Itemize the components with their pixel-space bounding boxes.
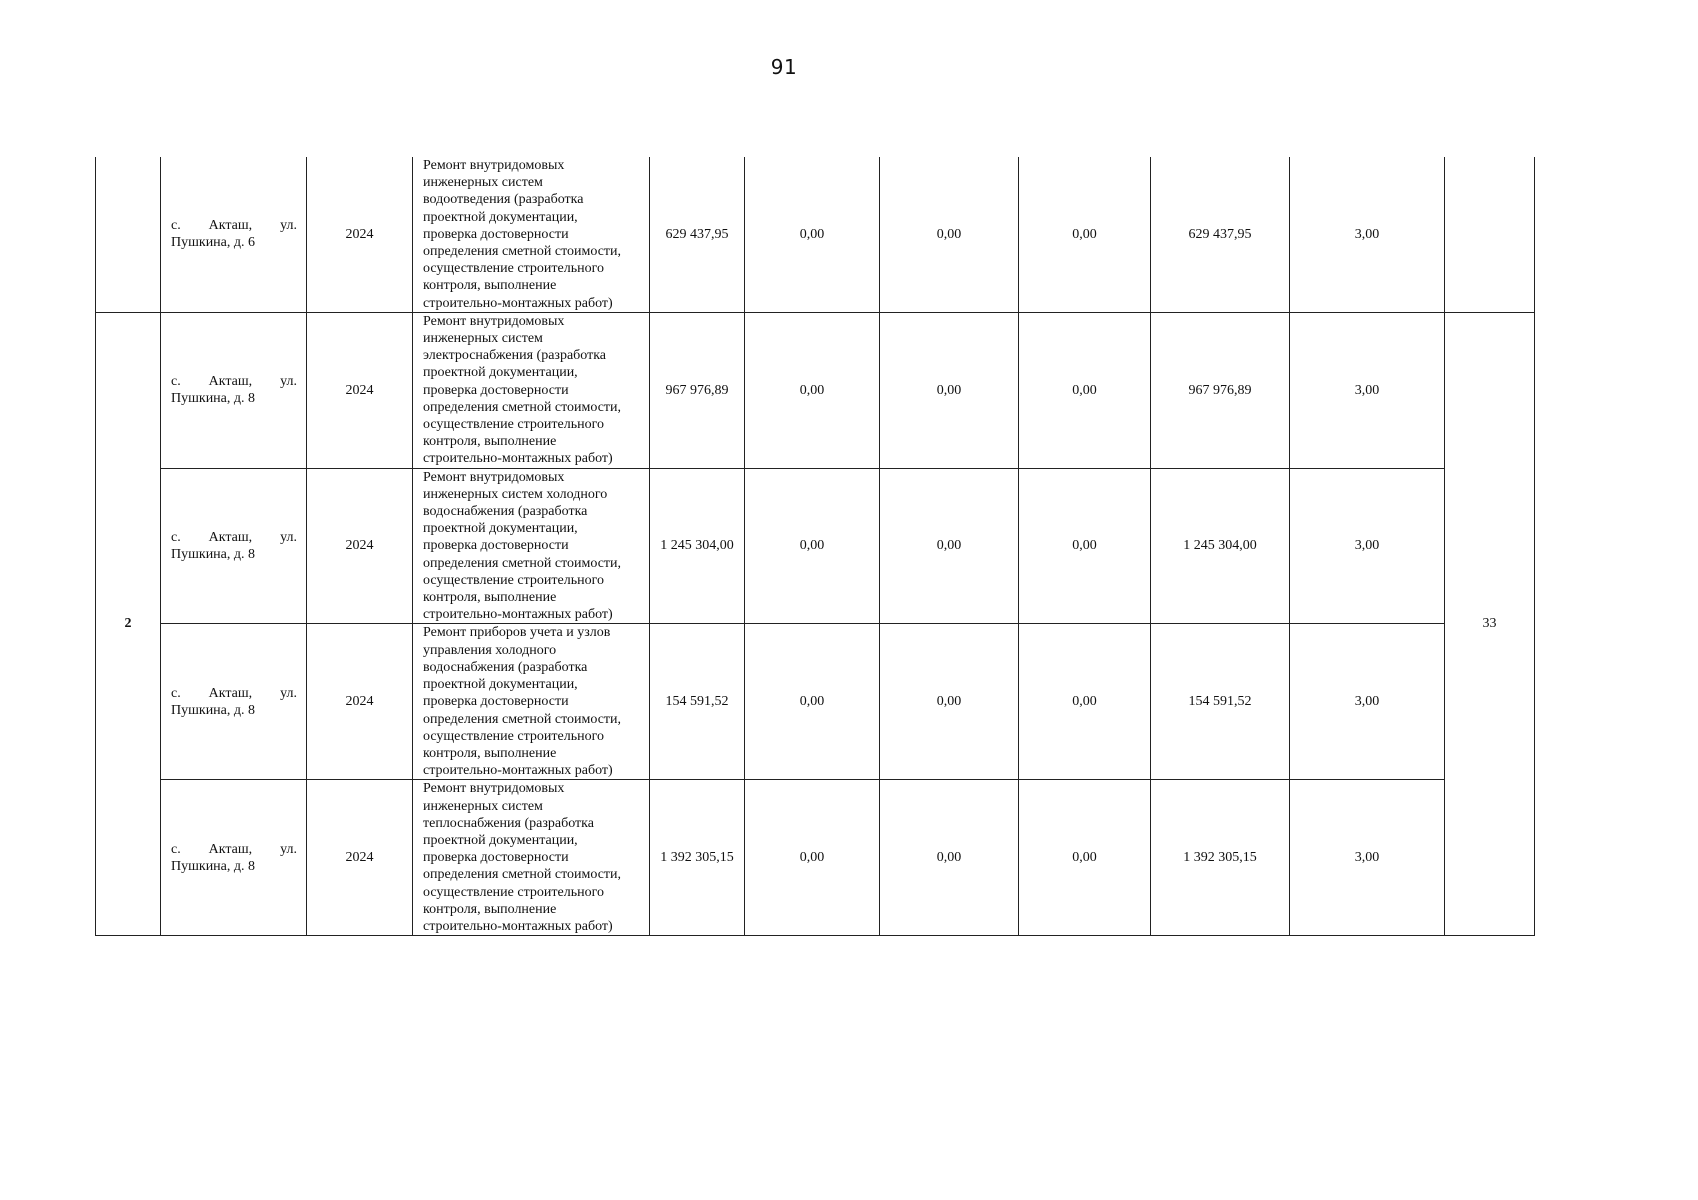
address-settlement-prefix: с. [171, 841, 181, 857]
year-cell: 2024 [307, 312, 413, 468]
description-line: определения сметной стоимости, [423, 244, 622, 260]
amount-cell-c: 0,00 [1019, 624, 1151, 780]
amount-cell-c: 0,00 [1019, 780, 1151, 936]
description-line: осуществление строительного [423, 728, 604, 744]
total-cost-cell: 629 437,95 [650, 157, 745, 312]
year-cell: 2024 [307, 157, 413, 312]
address-street-prefix: ул. [280, 218, 297, 234]
work-description-cell [413, 157, 650, 312]
amount-cell-c: 0,00 [1019, 312, 1151, 468]
description-line: осуществление строительного [423, 261, 604, 277]
amount-cell-d: 1 245 304,00 [1151, 468, 1290, 624]
amount-cell-a: 0,00 [745, 624, 880, 780]
rate-cell: 3,00 [1290, 468, 1445, 624]
description-line: Ремонт приборов учета и узлов [423, 625, 611, 641]
work-description-cell [413, 624, 650, 780]
table-body [96, 157, 1535, 936]
description-line: определения сметной стоимости, [423, 399, 622, 415]
description-line: контроля, выполнение [423, 434, 557, 450]
table-row [96, 157, 1535, 312]
group-total-cell: 33 [1445, 312, 1535, 935]
address-line-2: Пушкина, д. 8 [171, 547, 256, 563]
description-line: определения сметной стоимости, [423, 711, 622, 727]
address-settlement: Акташ, [208, 529, 253, 545]
address-cell [161, 468, 307, 624]
amount-cell-b: 0,00 [880, 780, 1019, 936]
page-number: 91 [770, 55, 798, 79]
description-line: контроля, выполнение [423, 901, 557, 917]
total-cost-cell: 154 591,52 [650, 624, 745, 780]
description-line: управления холодного [423, 642, 557, 658]
repair-works-table [95, 157, 1535, 936]
total-cost-cell: 1 245 304,00 [650, 468, 745, 624]
description-line: строительно-монтажных работ) [423, 295, 613, 311]
work-description-cell [413, 468, 650, 624]
description-line: инженерных систем [423, 331, 543, 347]
address-line-1 [171, 685, 297, 702]
address-settlement: Акташ, [208, 374, 253, 390]
description-line: проектной документации, [423, 677, 578, 693]
address-street-prefix: ул. [280, 685, 297, 701]
description-line: проектной документации, [423, 832, 578, 848]
description-line: Ремонт внутридомовых [423, 313, 565, 329]
description-line: водоотведения (разработка [423, 192, 584, 208]
address-street-prefix: ул. [280, 841, 297, 857]
year-cell: 2024 [307, 624, 413, 780]
description-line: строительно-монтажных работ) [423, 918, 613, 934]
amount-cell-a: 0,00 [745, 312, 880, 468]
amount-cell-b: 0,00 [880, 468, 1019, 624]
amount-cell-a: 0,00 [745, 157, 880, 312]
amount-cell-a: 0,00 [745, 468, 880, 624]
address-settlement-prefix: с. [171, 685, 181, 701]
address-cell [161, 780, 307, 936]
amount-cell-b: 0,00 [880, 312, 1019, 468]
description-line: проектной документации, [423, 521, 578, 537]
amount-cell-b: 0,00 [880, 624, 1019, 780]
description-line: строительно-монтажных работ) [423, 451, 613, 467]
description-line: проверка достоверности [423, 538, 569, 554]
address-settlement: Акташ, [208, 218, 253, 234]
description-line: Ремонт внутридомовых [423, 158, 565, 173]
address-settlement: Акташ, [208, 685, 253, 701]
address-settlement-prefix: с. [171, 218, 181, 234]
description-line: проверка достоверности [423, 226, 569, 242]
amount-cell-c: 0,00 [1019, 157, 1151, 312]
address-line-2: Пушкина, д. 8 [171, 391, 256, 407]
group-number-cell [96, 157, 161, 312]
description-line: проверка достоверности [423, 694, 569, 710]
rate-cell: 3,00 [1290, 157, 1445, 312]
year-cell: 2024 [307, 780, 413, 936]
address-settlement-prefix: с. [171, 374, 181, 390]
amount-cell-d: 154 591,52 [1151, 624, 1290, 780]
group-number-cell: 2 [96, 312, 161, 935]
description-line: инженерных систем [423, 175, 543, 191]
amount-cell-d: 967 976,89 [1151, 312, 1290, 468]
rate-cell: 3,00 [1290, 624, 1445, 780]
work-description-cell [413, 312, 650, 468]
description-line: электроснабжения (разработка [423, 348, 607, 364]
table-row [96, 624, 1535, 780]
amount-cell-b: 0,00 [880, 157, 1019, 312]
description-line: осуществление строительного [423, 572, 604, 588]
description-line: проектной документации, [423, 209, 578, 225]
address-cell [161, 312, 307, 468]
work-description-cell [413, 780, 650, 936]
address-cell [161, 157, 307, 312]
amount-cell-d: 1 392 305,15 [1151, 780, 1290, 936]
total-cost-cell: 1 392 305,15 [650, 780, 745, 936]
description-line: инженерных систем [423, 798, 543, 814]
address-line-1 [171, 373, 297, 390]
description-line: водоснабжения (разработка [423, 504, 588, 520]
description-line: проверка достоверности [423, 850, 569, 866]
address-line-2: Пушкина, д. 8 [171, 858, 256, 874]
address-street-prefix: ул. [280, 529, 297, 545]
address-line-1 [171, 841, 297, 858]
table-row [96, 468, 1535, 624]
description-line: теплоснабжения (разработка [423, 815, 594, 831]
address-line-2: Пушкина, д. 8 [171, 702, 256, 718]
address-settlement: Акташ, [208, 841, 253, 857]
total-cost-cell: 967 976,89 [650, 312, 745, 468]
description-line: Ремонт внутридомовых [423, 781, 565, 797]
amount-cell-d: 629 437,95 [1151, 157, 1290, 312]
description-line: строительно-монтажных работ) [423, 607, 613, 623]
description-line: инженерных систем холодного [423, 486, 608, 502]
description-line: осуществление строительного [423, 884, 604, 900]
address-street-prefix: ул. [280, 374, 297, 390]
description-line: контроля, выполнение [423, 590, 557, 606]
address-line-1 [171, 217, 297, 234]
amount-cell-a: 0,00 [745, 780, 880, 936]
group-total-cell [1445, 157, 1535, 312]
description-line: осуществление строительного [423, 417, 604, 433]
rate-cell: 3,00 [1290, 780, 1445, 936]
address-cell [161, 624, 307, 780]
description-line: проектной документации, [423, 365, 578, 381]
table-row [96, 780, 1535, 936]
address-line-1 [171, 529, 297, 546]
amount-cell-c: 0,00 [1019, 468, 1151, 624]
description-line: контроля, выполнение [423, 278, 557, 294]
year-cell: 2024 [307, 468, 413, 624]
address-settlement-prefix: с. [171, 529, 181, 545]
table-row [96, 312, 1535, 468]
description-line: определения сметной стоимости, [423, 867, 622, 883]
description-line: водоснабжения (разработка [423, 659, 588, 675]
rate-cell: 3,00 [1290, 312, 1445, 468]
description-line: контроля, выполнение [423, 745, 557, 761]
description-line: Ремонт внутридомовых [423, 469, 565, 485]
description-line: определения сметной стоимости, [423, 555, 622, 571]
address-line-2: Пушкина, д. 6 [171, 235, 256, 251]
description-line: проверка достоверности [423, 382, 569, 398]
description-line: строительно-монтажных работ) [423, 763, 613, 779]
